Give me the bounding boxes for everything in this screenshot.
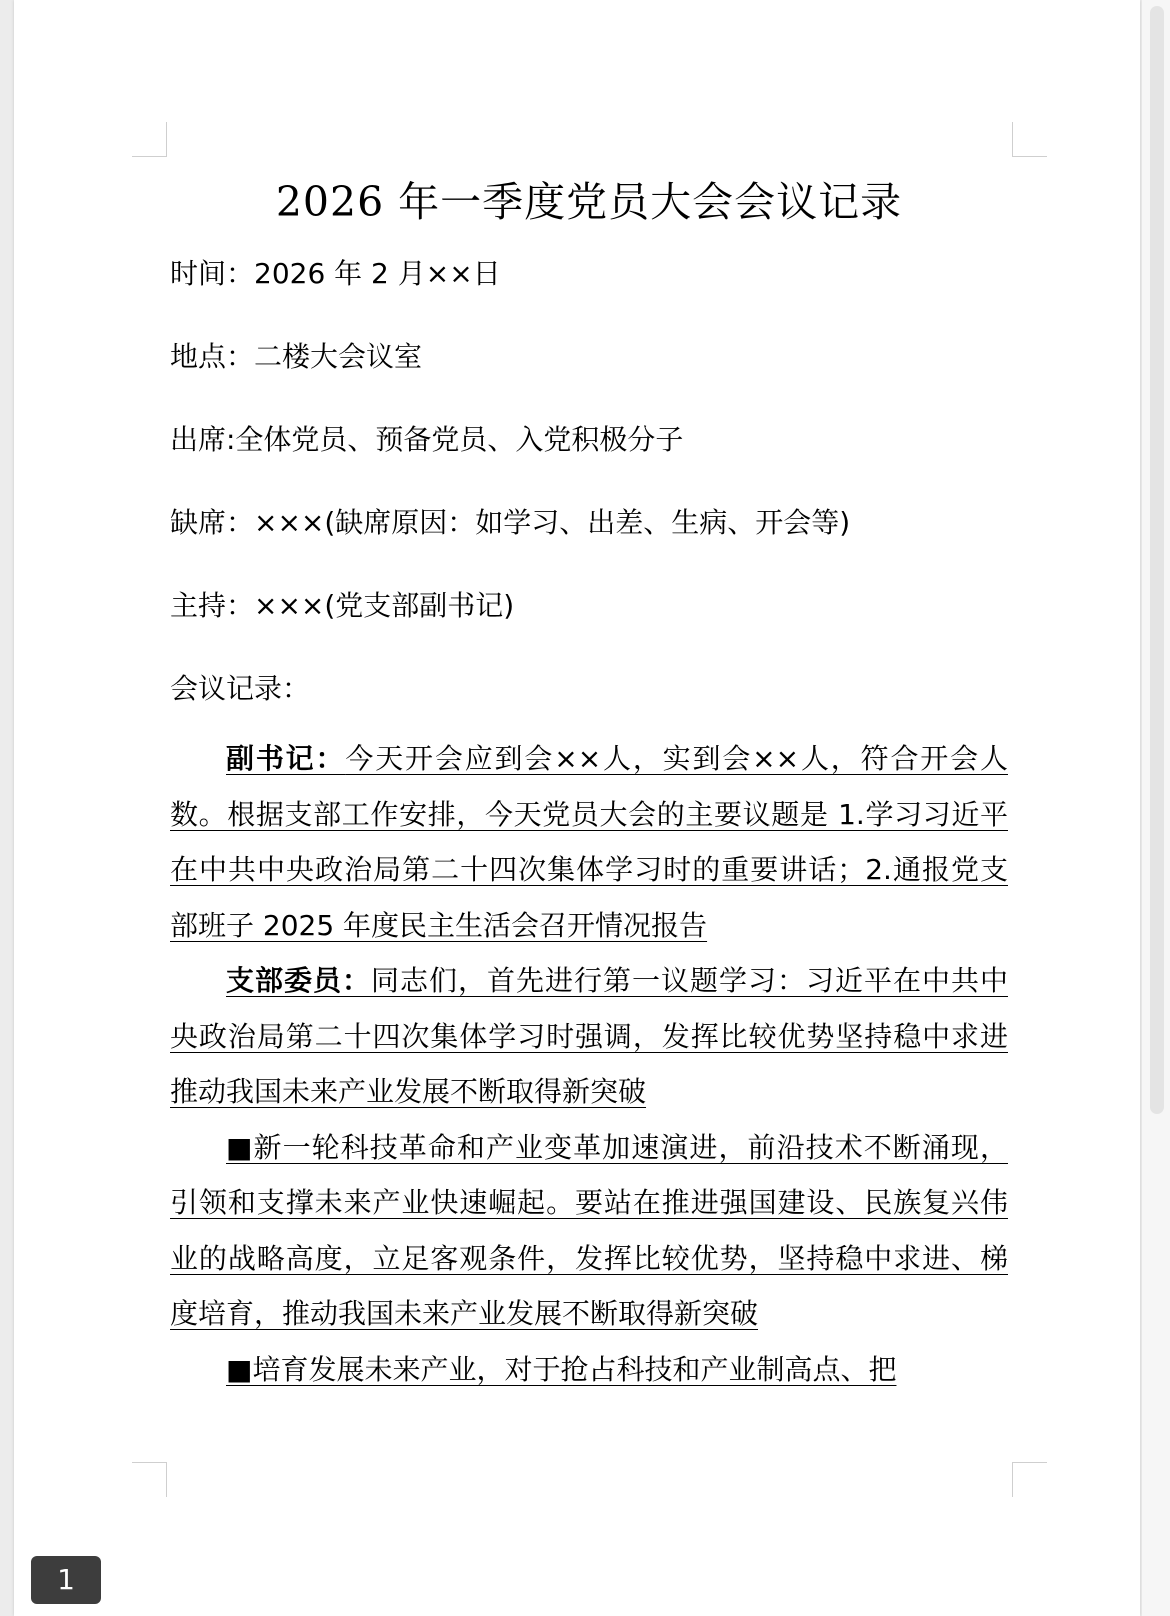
paragraph-text: 今天开会应到会××人，实到会××人，符合开会人数。根据支部工作安排，今天党员大会的主要议题是 1.学习习近平在中共中央政治局第二十四次集体学习时的重要讲话；2.通报党支部班子 2025 年度民主生活会召开情况报告 (170, 742, 1008, 942)
meeting-time: 时间：2026 年 2 月××日 (170, 257, 501, 290)
paragraph-bullet-2 (170, 1342, 1008, 1398)
margin-mark-top-right (1012, 122, 1047, 157)
margin-mark-top-left (132, 122, 167, 157)
paragraph-bullet-1 (170, 1120, 1008, 1342)
page-number-badge: 1 (31, 1556, 101, 1604)
records-label: 会议记录： (170, 672, 311, 705)
speaker-label: 副书记： (226, 742, 346, 775)
document-page (14, 0, 1140, 1616)
paragraph-text: 同志们，首先进行第一议题学习：习近平在中共中央政治局第二十四次集体学习时强调，发挥比较优势坚持稳中求进 推动我国未来产业发展不断取得新突破 (170, 964, 1008, 1108)
document-title: 2026 年一季度党员大会会议记录 (275, 178, 903, 226)
meeting-attendance: 出席:全体党员、预备党员、入党积极分子 (170, 423, 684, 456)
document-body (170, 162, 1008, 1397)
meeting-place: 地点：二楼大会议室 (170, 340, 423, 373)
paragraph-deputy-secretary (170, 731, 1008, 953)
margin-mark-bottom-left (132, 1462, 167, 1497)
vertical-scrollbar[interactable] (1142, 0, 1170, 1616)
meeting-absence: 缺席：×××(缺席原因：如学习、出差、生病、开会等) (170, 506, 851, 539)
paragraph-text: ■培育发展未来产业，对于抢占科技和产业制高点、把 (226, 1352, 897, 1386)
scrollbar-thumb[interactable] (1150, 6, 1164, 1114)
speaker-label: 支部委员： (226, 964, 371, 997)
meeting-host: 主持：×××(党支部副书记) (170, 589, 515, 622)
margin-mark-bottom-right (1012, 1462, 1047, 1497)
paragraph-branch-committee (170, 953, 1008, 1120)
paragraph-text: ■新一轮科技革命和产业变革加速演进，前沿技术不断涌现，引领和支撑未来产业快速崛起。要站在推进强国建设、民族复兴伟业的战略高度，立足客观条件，发挥比较优势，坚持稳中求进、梯度培育，推动我国未来产业发展不断取得新突破 (170, 1130, 1008, 1330)
